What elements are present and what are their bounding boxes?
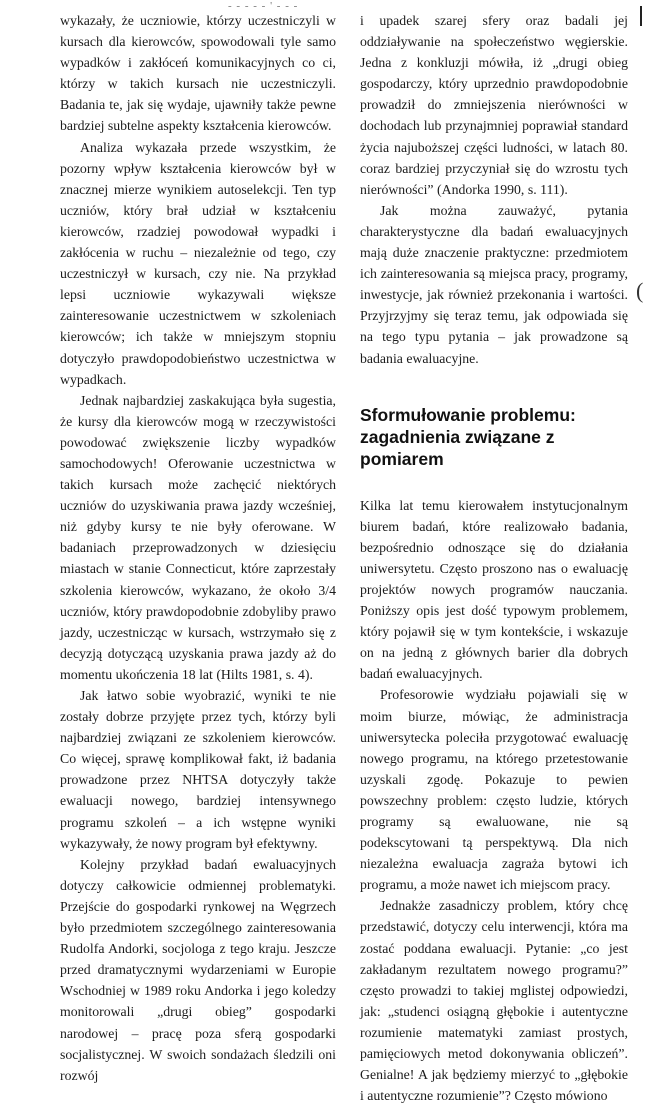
paragraph: Jak można zauważyć, pytania charakterystyczne dla badań ewaluacyjnych mają duże znaczenie praktyczne: przedmiotem ich zainteresowania są miejsca pracy, programy, inwestycje, jak również przekonania i wartości. Przyjrzyjmy się teraz temu, jak odpowiada się na tego typu pytania – jak prowadzone są badania ewaluacyjne. [360, 202, 628, 366]
paragraph: Jednak najbardziej zaskakująca była sugestia, że kursy dla kierowców mogą w rzeczywistości powodować zwiększenie liczby wypadków samochodowych! Oferowanie uczestnictwa w takich kursach może zachęcić niektórych uczniów do uzyskiwania prawa jazdy wcześniej, niż gdyby kursy te nie były oferowane. W badaniach przeprowadzonych w dziesięciu miastach w stanie Connecticut, które zaprzestały szkolenia kierowców, wykazano, że około 3/4 uczniów, który prawdopodobnie zdobyliby prawo jazdy, uczestnicząc w kursach, wstrzymało się z decyzją dotyczącą uzyskania prawa jazdy aż do momentu ukończenia 18 lat (Hilts 1981, s. 4). [60, 392, 336, 682]
margin-parenthesis: ( [636, 278, 644, 303]
section-heading-line-1: Sformułowanie problemu: [360, 404, 576, 425]
section-heading [360, 404, 628, 470]
margin-bar [640, 6, 642, 26]
paragraph: Jak łatwo sobie wyobrazić, wyniki te nie zostały dobrze przyjęte przez tych, którzy byli najbardziej związani ze szkoleniem kierowców. Co więcej, sprawę komplikował fakt, iż badania prowadzone przez NHTSA dotyczyły także ewaluacji nowego, bardziej intensywnego programu szkoleń – a ich wstępne wyniki wykazywały, że nowy program był efektywny. [60, 688, 336, 851]
section-heading-line-2: zagadnienia związane z pomiarem [360, 426, 555, 469]
paragraph: Kolejny przykład badań ewaluacyjnych dotyczy całkowicie odmiennej problematyki. Przejście do gospodarki rynkowej na Węgrzech było przedmiotem szczególnego zainteresowania Rudolfa Andorki, socjologa z tego kraju. Jeszcze przed dramatycznymi wydarzeniami w Europie Wschodniej w 1989 roku Andorka i jego koledzy monitorowali „drugi obieg” gospodarki narodowej – pracę poza sferą gospodarki socjalistycznej. W swoich sondażach śledzili oni rozwój [60, 856, 336, 1083]
left-column [60, 10, 336, 1086]
paragraph: i upadek szarej sfery oraz badali jej oddziaływanie na społeczeństwo węgierskie. Jedna z konkluzji mówiła, iż „drugi obieg gospodarczy, który uprzednio prawdopodobnie prowadził do zmniejszenia nierówności w dochodach lub przynajmniej poprawiał standard życia najuboższej części ludności, w latach 80. coraz bardziej przyczyniał się do wzrostu tych nierówności” (Andorka 1990, s. 111). [360, 13, 628, 197]
paragraph: Analiza wykazała przede wszystkim, że pozorny wpływ kształcenia kierowców był w znacznej mierze wynikiem autoselekcji. Ten typ uczniów, który brał udział w kształceniu kierowców, rzadziej powodował wypadki i zakłócenia w ruchu – niezależnie od tego, czy uczestniczył w kursach, czy nie. Na przykład lepsi uczniowie wykazywali większe zainteresowanie uczestnictwem w szkoleniach kierowców; ich także w mniejszym stopniu dotyczyło prawdopodobieństwo uczestnictwa w wypadkach. [60, 139, 336, 387]
page-header-mark: - - - - - ' - - - [228, 0, 299, 12]
paragraph: Jednakże zasadniczy problem, który chcę przedstawić, dotyczy celu interwencji, która ma zostać poddana ewaluacji. Pytanie: „co jest zakładanym rezultatem nowego programu?” często prowadzi to takiej mglistej odpowiedzi, jak: „studenci osiągną głębokie i autentyczne rozumienie matematyki zamiast prostych, pamięciowych metod dokonywania obliczeń”. Genialne! A jak będziemy mierzyć to „głębokie i autentyczne rozumienie”? Często mówiono [360, 898, 628, 1104]
paragraph: Kilka lat temu kierowałem instytucjonalnym biurem badań, które realizowało badania, bezpośrednio odnoszące się do działania uniwersytetu. Często proszono nas o ewaluację projektów nowych programów nauczania. Poniższy opis jest dość typowym problemem, który pojawił się w tym kontekście, i wskazuje on na jedną z głównych barier dla dobrych badań ewaluacyjnych. [360, 497, 628, 682]
paragraph: wykazały, że uczniowie, którzy uczestniczyli w kursach dla kierowców, spowodowali tyle samo wypadków i zakłóceń komunikacyjnych co ci, którzy w takich kursach nie uczestniczyli. Badania te, jak się wydaje, ujawniły także pewne bardziej subtelne aspekty kształcenia kierowców. [60, 13, 336, 134]
right-column [360, 10, 628, 1106]
paragraph: Profesorowie wydziału pojawiali się w moim biurze, mówiąc, że administracja uniwersytecka poleciła przygotować ewaluację nowego programu, na którego przetestowanie uzyskali zgodę. Pokazuje to pewien powszechny problem: często ludzie, których programy są ewaluowane, nie są podekscytowani tą perspektywą. Dla nich niezależna ewaluacja zagraża bytowi ich programu, a może nawet ich miejscom pracy. [360, 687, 628, 893]
